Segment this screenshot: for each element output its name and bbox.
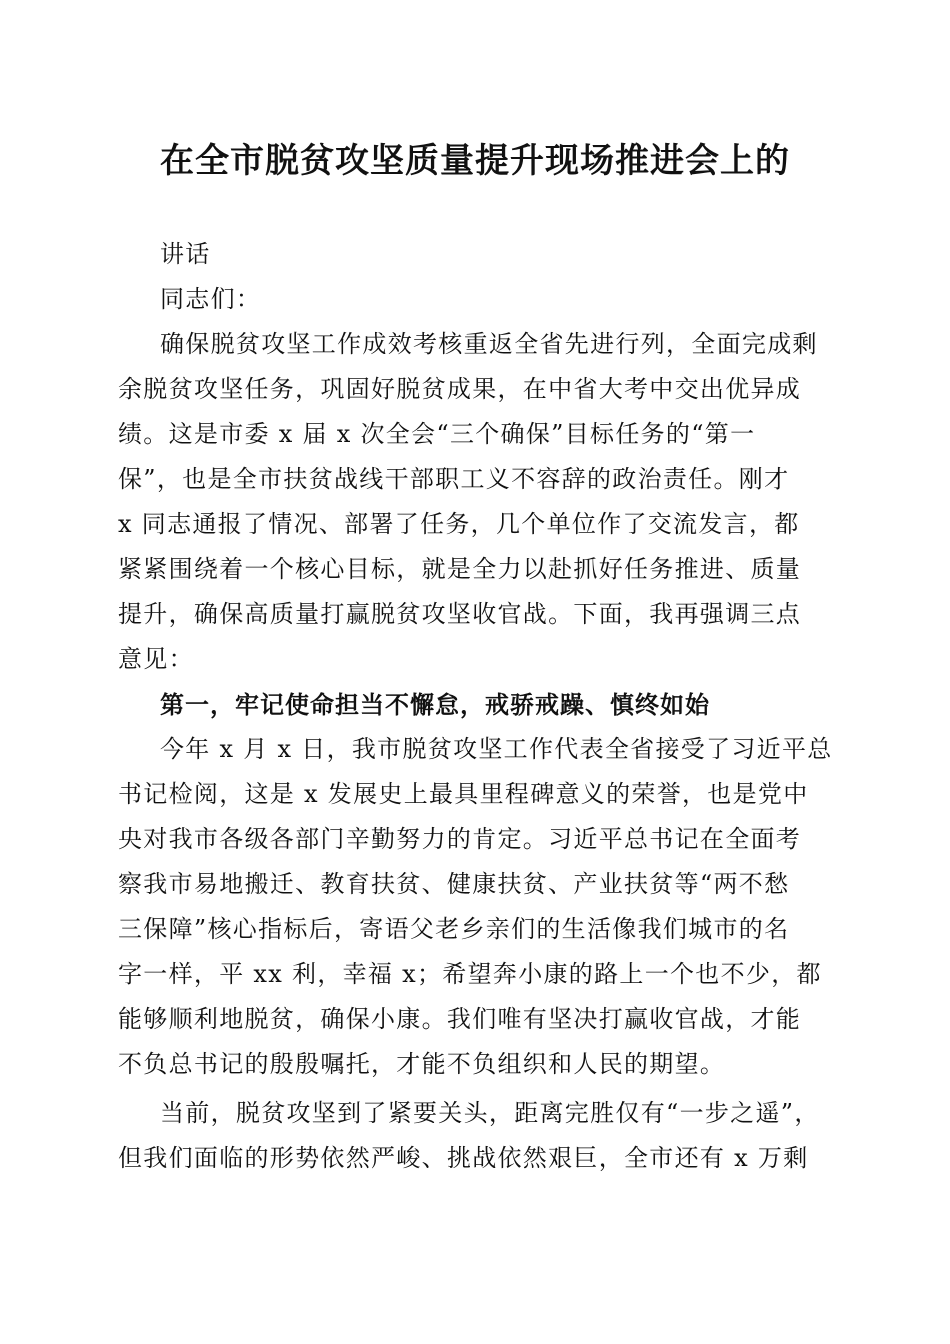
paragraph-line: 提升，确保高质量打赢脱贫攻坚收官战。下面，我再强调三点 <box>118 600 802 628</box>
paragraph-line: 字一样，平 xx 利，幸福 x；希望奔小康的路上一个也不少，都 <box>118 960 822 988</box>
paragraph-line: 绩。这是市委 x 届 x 次全会“三个确保”目标任务的“第一 <box>118 420 756 448</box>
document-body <box>118 232 833 1181</box>
paragraph-line: 确保脱贫攻坚工作成效考核重返全省先进行列，全面完成剩 <box>160 330 818 358</box>
paragraph-line: 察我市易地搬迁、教育扶贫、健康扶贫、产业扶贫等“两不愁 <box>118 870 790 898</box>
paragraph-section-2 <box>118 1091 830 1181</box>
paragraph-line: 意见： <box>118 645 194 673</box>
paragraph-line: 央对我市各级各部门辛勤努力的肯定。习近平总书记在全面考 <box>118 825 802 853</box>
paragraph-line: 书记检阅，这是 x 发展史上最具里程碑意义的荣誉，也是党中 <box>118 780 809 808</box>
paragraph-line: 紧紧围绕着一个核心目标，就是全力以赴抓好任务推进、质量 <box>118 555 802 583</box>
paragraph-line: 余脱贫攻坚任务，巩固好脱贫成果，在中省大考中交出优异成 <box>118 375 802 403</box>
paragraph-line: 不负总书记的殷殷嘱托，才能不负组织和人民的期望。 <box>118 1050 726 1078</box>
salutation: 同志们： <box>160 285 262 313</box>
paragraph-section-1 <box>118 727 833 1087</box>
paragraph-line: 三保障”核心指标后，寄语父老乡亲们的生活像我们城市的名 <box>118 915 790 943</box>
paragraph-line: 但我们面临的形势依然严峻、挑战依然艰巨，全市还有 x 万剩 <box>118 1144 809 1172</box>
paragraph-line: 今年 x 月 x 日，我市脱贫攻坚工作代表全省接受了习近平总 <box>160 735 833 763</box>
document-subtitle: 讲话 <box>160 240 211 268</box>
paragraph-line: x 同志通报了情况、部署了任务，几个单位作了交流发言，都 <box>118 510 800 538</box>
paragraph-line: 当前，脱贫攻坚到了紧要关头，距离完胜仅有“一步之遥”， <box>160 1099 820 1127</box>
document-title: 在全市脱贫攻坚质量提升现场推进会上的 <box>160 141 790 181</box>
paragraph-intro <box>118 322 830 682</box>
paragraph-line: 保”，也是全市扶贫战线干部职工义不容辞的政治责任。刚才 <box>118 465 790 493</box>
paragraph-line: 能够顺利地脱贫，确保小康。我们唯有坚决打赢收官战，才能 <box>118 1005 802 1033</box>
section-heading: 第一，牢记使命担当不懈怠，戒骄戒躁、慎终如始 <box>160 690 710 719</box>
